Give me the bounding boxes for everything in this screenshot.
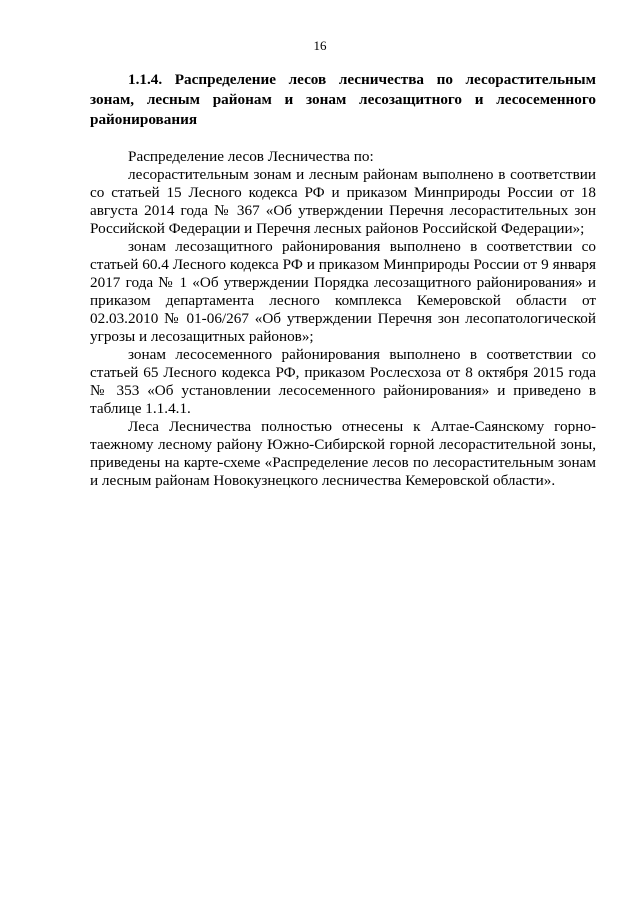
document-body bbox=[90, 70, 596, 490]
paragraph-forest-protection-zones: зонам лесозащитного районирования выполнено в соответствии со статьей 60.4 Лесного кодекса РФ и приказом Минприроды России от 9 января 2017 года № 1 «Об утверждении Порядка лесозащитного районирования» и приказом департамента лесного комплекса Кемеровской области от 02.03.2010 № 01-06/267 «Об утверждении Перечня зон лесопатологической угрозы и лесозащитных районов»; bbox=[90, 238, 596, 345]
page-number: 16 bbox=[313, 38, 327, 53]
paragraph-intro: Распределение лесов Лесничества по: bbox=[128, 148, 374, 165]
section-heading: 1.1.4. Распределение лесов лесничества по лесорастительным зонам, лесным районам и зонам лесозащитного и лесосеменного районирования bbox=[90, 71, 596, 128]
paragraph-seed-zones: зонам лесосеменного районирования выполнено в соответствии со статьей 65 Лесного кодекса РФ, приказом Рослесхоза от 8 октября 2015 года № 353 «Об установлении лесосеменного районирования» и приведено в таблице 1.1.4.1. bbox=[90, 346, 596, 417]
paragraph-forest-district-assignment: Леса Лесничества полностью отнесены к Алтае-Саянскому горно-таежному лесному району Южно-Сибирской горной лесорастительной зоны, приведены на карте-схеме «Распределение лесов по лесорастительным зонам и лесным районам Новокузнецкого лесничества Кемеровской области». bbox=[90, 418, 596, 489]
paragraph-forest-growth-zones: лесорастительным зонам и лесным районам выполнено в соответствии со статьей 15 Лесного кодекса РФ и приказом Минприроды России от 18 августа 2014 года № 367 «Об утверждении Перечня лесорастительных зон Российской Федерации и Перечня лесных районов Российской Федерации»; bbox=[90, 166, 596, 237]
